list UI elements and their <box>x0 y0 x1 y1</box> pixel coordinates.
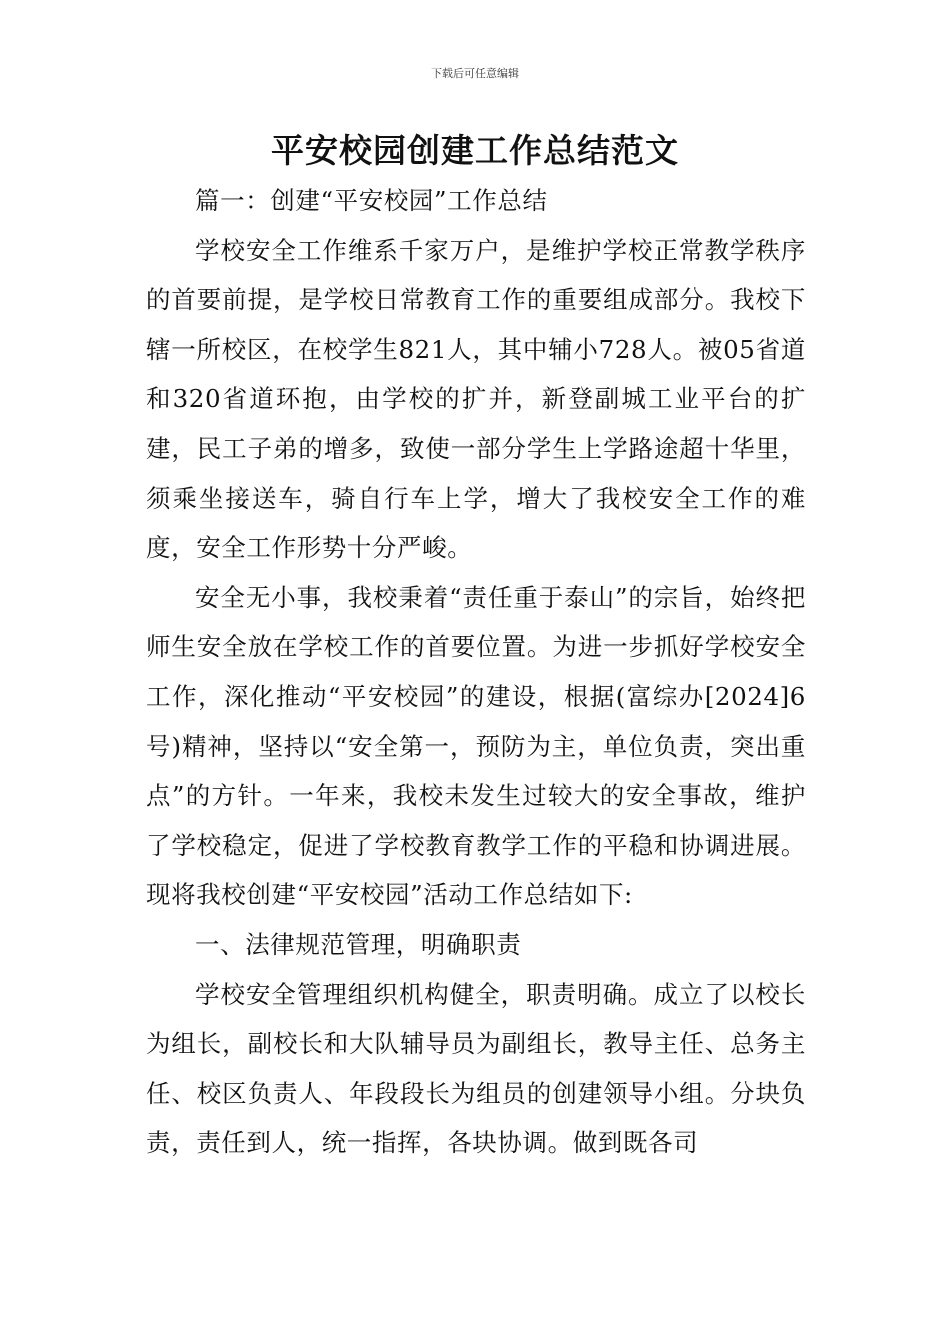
paragraph-1: 学校安全工作维系千家万户，是维护学校正常教学秩序的首要前提，是学校日常教育工作的重要组成部分。我校下辖一所校区，在校学生821人，其中辅小728人。被05省道和320省道环抱，由学校的扩并，新登副城工业平台的扩建，民工子弟的增多，致使一部分学生上学路途超十华里，须乘坐接送车，骑自行车上学，增大了我校安全工作的难度，安全工作形势十分严峻。 <box>146 235 806 563</box>
paragraph-3: 学校安全管理组织机构健全，职责明确。成立了以校长为组长，副校长和大队辅导员为副组长，教导主任、总务主任、校区负责人、年段段长为组员的创建领导小组。分块负责，责任到人，统一指挥，各块协调。做到既各司 <box>146 979 806 1158</box>
document-title: 平安校园创建工作总结范文 <box>271 131 679 170</box>
document-body <box>146 176 806 1168</box>
section-title: 篇一：创建“平安校园”工作总结 <box>195 186 548 215</box>
subheading-1: 一、法律规范管理，明确职责 <box>195 929 522 959</box>
paragraph-2: 安全无小事，我校秉着“责任重于泰山”的宗旨，始终把师生安全放在学校工作的首要位置。为进一步抓好学校安全工作，深化推动“平安校园”的建设，根据(富综办[2024]6号)精神，坚持以“安全第一，预防为主，单位负责，突出重点”的方针。一年来，我校未发生过较大的安全事故，维护了学校稳定，促进了学校教育教学工作的平稳和协调进展。现将我校创建“平安校园”活动工作总结如下: <box>146 582 806 910</box>
header-note: 下载后可任意编辑 <box>431 67 519 80</box>
